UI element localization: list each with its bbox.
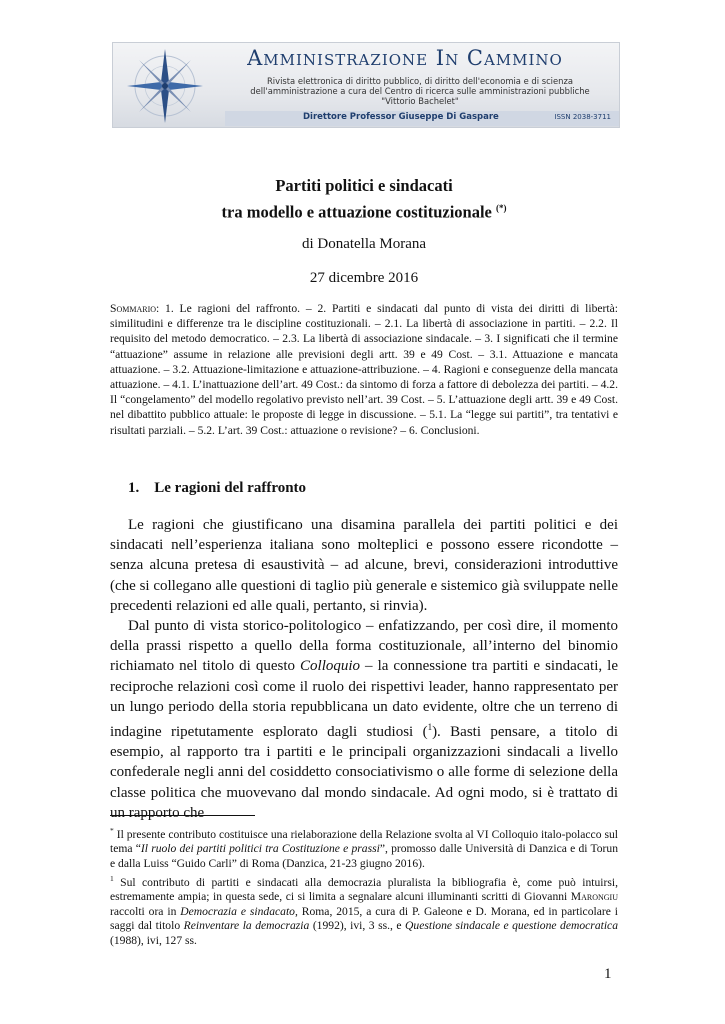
summary-label: Sommario (110, 302, 157, 315)
footnote-text: ”, promosso dalle Università di Danzica e di Torun e dalla Luiss “Guido Carli” di Roma (Danzica, 21-23 giugno 2016). (110, 842, 618, 871)
footnote-text: (1988), ivi, 127 ss. (110, 933, 197, 947)
subtitle-line: "Vittorio Bachelet" (381, 96, 459, 106)
footnote-separator (110, 815, 255, 816)
footnote-ref[interactable]: 1 (427, 722, 433, 733)
section-heading: 1. Le ragioni del raffronto (128, 480, 307, 496)
footnote-mark: 1 (110, 873, 114, 883)
title-line-1: Partiti politici e sindacati (275, 176, 453, 195)
article-date: 27 dicembre 2016 (309, 270, 419, 286)
title-line-2 (110, 197, 618, 224)
footnote-italic: Il ruolo dei partiti politici tra Costituzione e prassi (140, 842, 380, 856)
footnote-italic: Democrazia e sindacato (180, 904, 295, 918)
article-title (110, 175, 618, 224)
journal-banner (112, 42, 620, 128)
footnote-text: , Roma, 2015, a cura di P. Galeone e D. Morana, ed in particolare i saggi dal titolo (110, 904, 618, 933)
body-text (110, 515, 618, 823)
paragraph-text: – la connessione tra partiti e sindacati, le reciproche relazioni così come il ruolo dei rispettivi leader, hanno rappresentato per un lungo periodo della storia repubblicana un dato evidente, oltre che un terreno di indagine ripetutamente esplorato dagli studiosi ( (110, 658, 618, 741)
footnote-text: raccolti ora in (110, 904, 181, 918)
article-author: di Donatella Morana (301, 236, 427, 252)
journal-title: Amministrazione In Cammino (247, 46, 563, 70)
footnote-text: (1992), ivi, 3 ss., e (309, 919, 406, 933)
paragraph-italic: Colloquio (300, 658, 361, 675)
footnote-text: Sul contributo di partiti e sindacati alla democrazia pluralista la bibliografia è, come può intuirsi, estremamente ampia; in questa sede, ci si limita a segnalare alcuni illuminanti scritti di Giovanni (110, 875, 618, 904)
summary-text: : 1. Le ragioni del raffronto. – 2. Partiti e sindacati dal punto di vista dei diritti di libertà: similitudini e differenze tra le discipline costituzionali. – 2.1. La libertà di associazione in partiti. – 2.2. Il requisito del metodo democratico. – 2.3. La libertà di associazione sindacale. – 3. I significati che il termine “attuazione” assume in relazione alle previsioni degli artt. 39 e 49 Cost. – 3.1. Attuazione e mancata attuazione. – 3.2. Attuazione-limitazione e attuazione-attribuzione. – 4. Ragioni e conseguenze della mancata attuazione. – 4.1. L’inattuazione dell’art. 49 Cost.: da sintomo di forza a fattore di debolezza dei partiti. – 4.2. Il “congelamento” del modello regolativo previsto nell’art. 39 Cost. – 5. L’attuazione degli artt. 39 e 49 Cost. nel dibattito pubblico attuale: le proposte di legge in discussione. – 5.1. La “legge sui partiti”, tra tentativi e risultati parziali. – 5.2. L’art. 39 Cost.: attuazione o revisione? – 6. Conclusioni. (110, 302, 618, 437)
footnote-italic: Questione sindacale e questione democratica (405, 919, 618, 933)
footnote-author-name: Marongiu (570, 890, 618, 904)
subtitle-line: Rivista elettronica di diritto pubblico, di diritto dell'economia e di scienza (266, 76, 573, 86)
title-footnote-mark: (*) (496, 203, 507, 213)
journal-subtitle (225, 76, 615, 106)
subtitle-line: dell'amministrazione a cura del Centro di ricerca sulle amministrazioni pubbliche (250, 86, 590, 96)
journal-director: Direttore Professor Giuseppe Di Gaspare (303, 112, 499, 122)
paragraph-text: Dal punto di vista storico-politologico – enfatizzando, per così dire, il momento della prassi rispetto a quello della forma costituzionale, all’interno del binomio richiamato nel titolo di questo (110, 618, 618, 675)
page-number: 1 (604, 966, 612, 982)
footnote-star (110, 824, 618, 872)
title-line-2-text: tra modello e attuazione costituzionale (221, 202, 492, 222)
footnote-1 (110, 872, 618, 949)
footnote-text: Il presente contributo costituisce una rielaborazione della Relazione svolta al VI Colloquio italo-polacco sul tema “ (110, 827, 618, 856)
journal-issn: ISSN 2038-3711 (554, 113, 611, 121)
summary-block (110, 301, 618, 438)
paragraph (110, 616, 618, 823)
paragraph-text: ). Basti pensare, a titolo di esempio, al rapporto tra i partiti e le principali organizzazioni sindacali a livello confederale negli anni del cosiddetto consociativismo o alle forme di selezione della classe politica che muovevano dal mondo sindacale. Ad ogni modo, si è trattato di un rapporto che (110, 724, 618, 821)
footnote-italic: Reinventare la democrazia (183, 919, 310, 933)
footnote-mark: * (110, 826, 114, 835)
footnotes (110, 824, 618, 948)
paragraph: Le ragioni che giustificano una disamina parallela dei partiti politici e dei sindacati nell’esperienza italiana sono molteplici e possono essere ricondotte – senza alcuna pretesa di esaustività – ad alcune, brevi, considerazioni introduttive (che si collegano alle questioni di taglio più generale e sistemico già sviluppate nelle precedenti relazioni ed alle quali, pertanto, si rinvia). (110, 517, 618, 614)
